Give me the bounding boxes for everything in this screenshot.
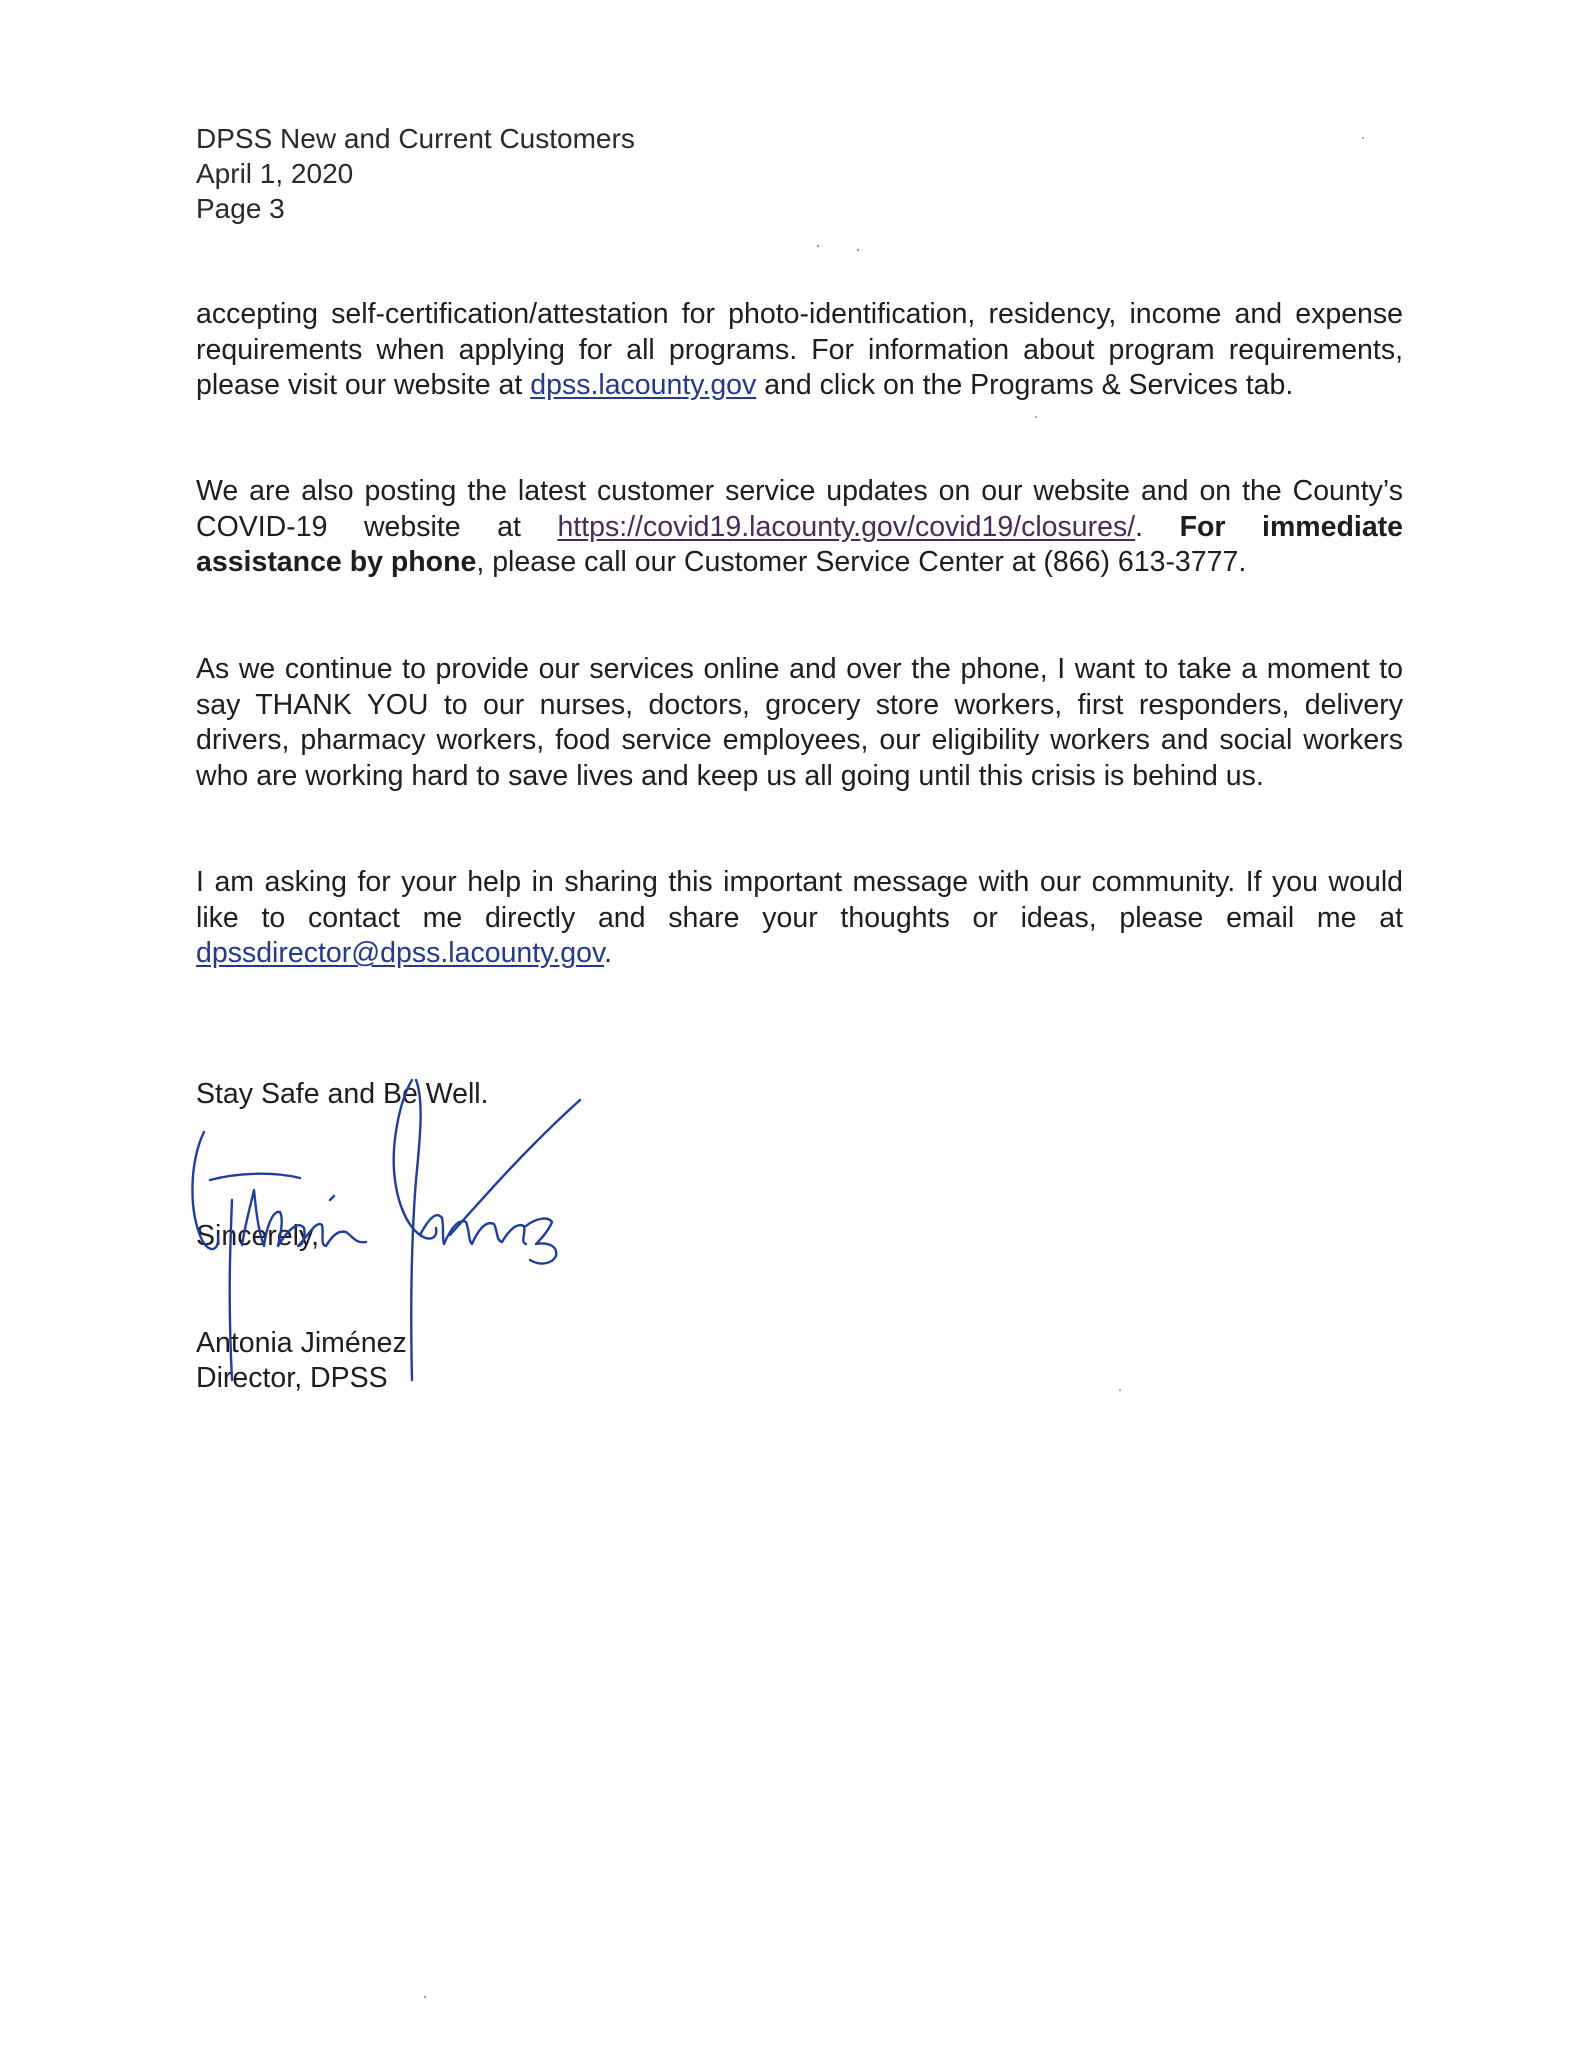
paragraph-text: As we continue to provide our services online and over the phone, I want to take a moment to say THANK YOU to our nurses, doctors, grocery store workers, first responders, delivery drivers, pharmacy workers, food service employees, our eligibility workers and social workers who are working hard to save lives and keep us all going until this crisis is behind us. [196,653,1403,792]
page-number: Page 3 [196,193,285,224]
salutation: Sincerely, [196,1220,320,1252]
closing-line: Stay Safe and Be Well. [196,1078,489,1110]
paragraph-text: and click on the Programs & Services tab. [756,369,1294,401]
paragraph-text: . [1135,510,1144,543]
paragraph-text: , please call our Customer Service Center at (866) 613-3777. [476,546,1247,578]
paragraph-text: accepting self-certification/attestation for photo-identification, residency, income and expense requirements when applying for all programs. For information about program requirements, please visit our website at [196,298,1403,401]
letter-header [196,121,635,226]
director-email-link[interactable]: dpssdirector@dpss.lacounty.gov [196,937,605,969]
bold-phone-assistance: For immediate assistance by phone [196,510,1404,578]
covid19-closures-link[interactable]: https://covid19.lacounty.gov/covid19/closures/ [557,510,1136,543]
paragraph-thank-you [196,652,1403,794]
paragraph-program-requirements [196,297,1403,404]
paragraph-text: . [604,937,612,969]
paragraph-contact [196,865,1403,972]
signer-title: Director, DPSS [196,1362,388,1394]
recipient-line: DPSS New and Current Customers [196,123,635,154]
paragraph-text: We are also posting the latest customer service updates on our website and on the County’s COVID-19 website at [196,475,1403,543]
paragraph-updates [196,474,1403,581]
signer-name: Antonia Jiménez [196,1326,407,1359]
date-line: April 1, 2020 [196,158,354,189]
handwritten-signature [180,1060,600,1390]
paragraph-text: I am asking for your help in sharing this important message with our community. If you would like to contact me directly and share your thoughts or ideas, please email me at [196,866,1403,934]
dpss-website-link[interactable]: dpss.lacounty.gov [530,369,757,401]
